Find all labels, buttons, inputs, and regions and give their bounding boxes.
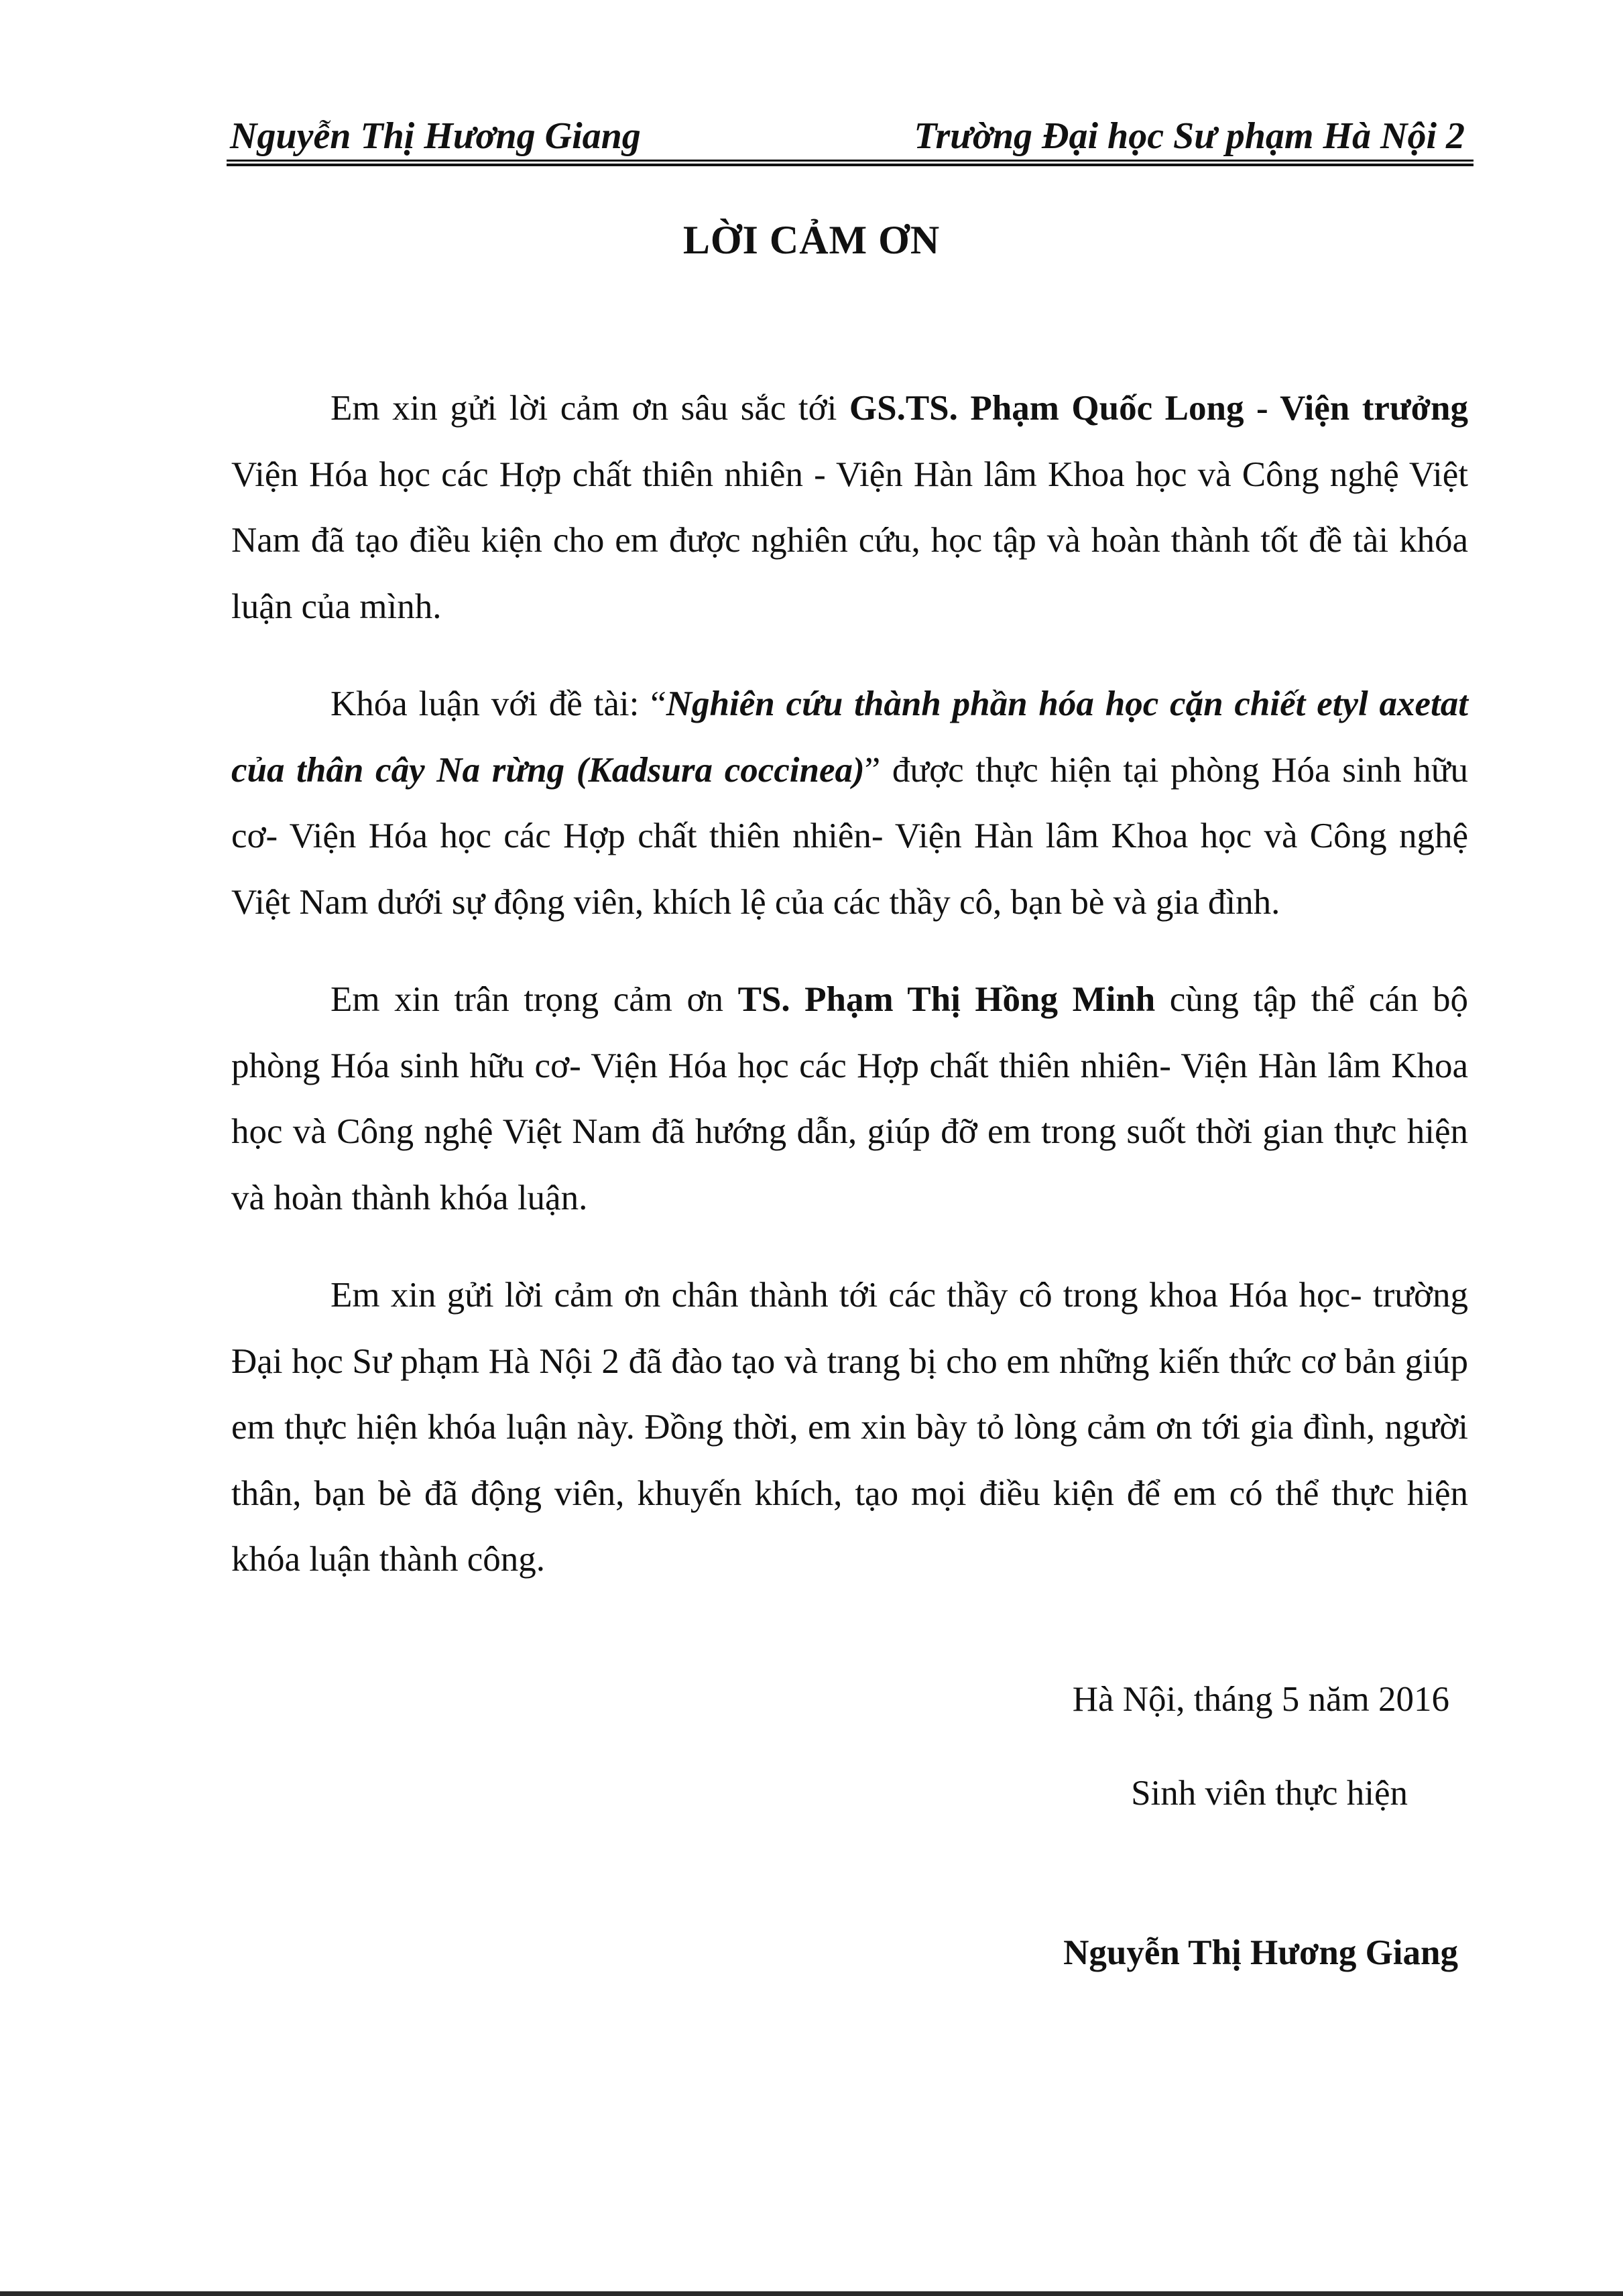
page-header [230,113,1471,160]
paragraph-3-bold-name: TS. Phạm Thị Hồng Minh [737,980,1156,1019]
header-rule-thin [227,160,1474,162]
paragraph-4-text-1: Em xin gửi lời cảm ơn chân thành tới các thầy cô trong khoa Hóa học- trường Đại học Sư phạm Hà Nội 2 đã đào tạo và trang bị cho em những kiến thức cơ bản giúp em thực hiện khóa luận này. Đồng thời, em xin bày tỏ lòng cảm ơn tới gia đình, người thân, bạn bè đã động viên, khuyến khích, tạo mọi điều kiện để em có thể thực hiện khóa luận thành công. [231,1276,1468,1579]
body-text [231,375,1468,1593]
paragraph-1-text-2: Viện Hóa học các Hợp chất thiên nhiên - Viện Hàn lâm Khoa học và Công nghệ Việt Nam đã tạo điều kiện cho em được nghiên cứu, học tập và hoàn thành tốt đề tài khóa luận của mình. [231,455,1468,626]
paragraph-2-text-2: ” được thực hiện tại phòng Hóa sinh hữu cơ- Viện Hóa học các Hợp chất thiên nhiên- Viện Hàn lâm Khoa học và Công nghệ Việt Nam dưới sự động viên, khích lệ của các thầy cô, bạn bè và gia đình. [231,750,1468,922]
header-rule-thick [227,164,1474,166]
paragraph-4 [231,1262,1468,1593]
header-double-rule [227,160,1474,166]
signoff-role: Sinh viên thực hiện [1131,1774,1408,1813]
paragraph-1-bold-name: GS.TS. Phạm Quốc Long - Viện trưởng [849,389,1468,428]
page-bottom-edge [0,2291,1623,2296]
paragraph-3 [231,967,1468,1231]
header-institution: Trường Đại học Sư phạm Hà Nội 2 [914,115,1465,157]
paragraph-1 [231,375,1468,640]
paragraph-2 [231,671,1468,935]
paragraph-3-text-1: Em xin trân trọng cảm ơn [330,980,738,1019]
paragraph-3-text-2: cùng tập thể cán bộ phòng Hóa sinh hữu cơ- Viện Hóa học các Hợp chất thiên nhiên- Viện Hàn lâm Khoa học và Công nghệ Việt Nam đã hướng dẫn, giúp đỡ em trong suốt thời gian thực hiện và hoàn thành khóa luận. [231,980,1468,1217]
paragraph-2-thesis-title: Nghiên cứu thành phần hóa học cặn chiết etyl axetat của thân cây Na rừng (Kadsura coccinea) [231,684,1469,790]
header-author: Nguyễn Thị Hương Giang [230,115,641,157]
paragraph-2-text-1: Khóa luận với đề tài: “ [330,684,666,723]
signoff-date: Hà Nội, tháng 5 năm 2016 [1072,1680,1449,1719]
signoff-name: Nguyễn Thị Hương Giang [1063,1933,1458,1972]
paragraph-1-text-1: Em xin gửi lời cảm ơn sâu sắc tới [330,389,849,428]
page-title: LỜI CẢM ƠN [682,218,941,262]
